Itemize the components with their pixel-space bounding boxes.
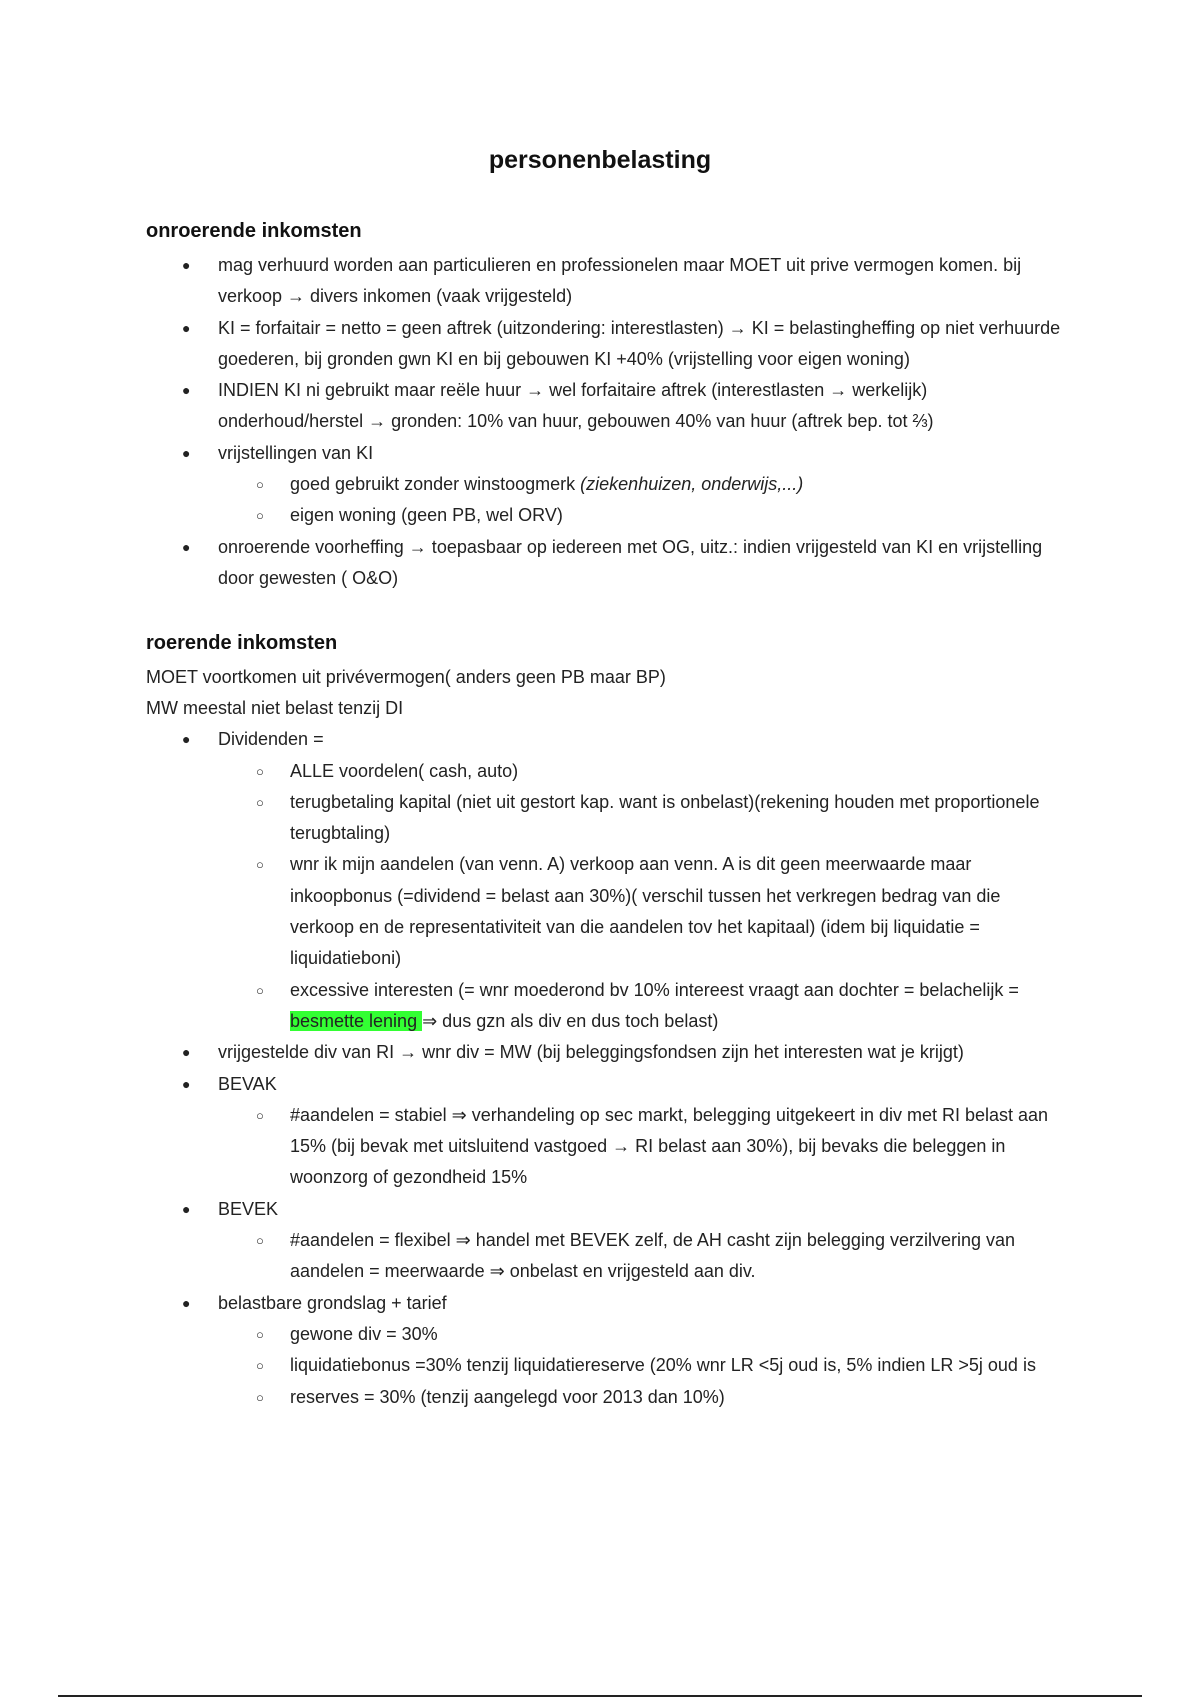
list-item: ● vrijgestelde div van RI → wnr div = MW (bij beleggingsfondsen zijn het interesten wat je krijgt) [146, 1037, 1066, 1068]
bullet-list [146, 724, 1066, 1413]
sub-list [218, 1100, 1066, 1194]
section-heading: onroerende inkomsten [146, 220, 362, 242]
sub-list-item: ○ gewone div = 30% [218, 1319, 1066, 1350]
sub-list [218, 1225, 1066, 1288]
list-item [146, 438, 1066, 532]
list-item-text: BEVAK [218, 1073, 277, 1094]
sub-list-item: ○ eigen woning (geen PB, wel ORV) [218, 500, 1066, 531]
sub-list-item [218, 975, 1066, 1038]
highlighted-text: besmette lening [290, 1010, 423, 1031]
sub-list [218, 1319, 1066, 1413]
list-item: ● INDIEN KI ni gebruikt maar reële huur → wel forfaitaire aftrek (interestlasten → werkelijk) onderhoud/herstel → gronden: 10% van huur, gebouwen 40% van huur (aftrek bep. tot ⅔) [146, 375, 1066, 438]
sub-list-item: ○ #aandelen = flexibel ⇒ handel met BEVEK zelf, de AH casht zijn belegging verzilvering van aandelen = meerwaarde ⇒ onbelast en vrijgesteld aan div. [218, 1225, 1066, 1288]
sub-item-text: excessive interesten (= wnr moederond bv 10% intereest vraagt aan dochter = belachelijk = [290, 979, 1019, 1000]
sub-list-item: ○ reserves = 30% (tenzij aangelegd voor 2013 dan 10%) [218, 1382, 1066, 1413]
list-item-text: BEVEK [218, 1198, 279, 1219]
sub-list-item: ○ #aandelen = stabiel ⇒ verhandeling op sec markt, belegging uitgekeert in div met RI belast aan 15% (bij bevak met uitsluitend vastgoed → RI belast aan 30%), bij bevaks die beleggen in woonzorg of gezondheid 15% [218, 1100, 1066, 1194]
section-roerende-inkomsten [146, 628, 1066, 1413]
sub-list-item: ○ terugbetaling kapital (niet uit gestort kap. want is onbelast)(rekening houden met proportionele terugbtaling) [218, 787, 1066, 850]
list-item-text: vrijstellingen van KI [218, 442, 374, 463]
list-item: ● KI = forfaitair = netto = geen aftrek (uitzondering: interestlasten) → KI = belastingheffing op niet verhuurde goederen, bij gronden gwn KI en bij gebouwen KI +40% (vrijstelling voor eigen woning) [146, 313, 1066, 376]
sub-item-italic: (ziekenhuizen, onderwijs,...) [580, 474, 804, 495]
list-item [146, 1069, 1066, 1194]
sub-list-item [218, 469, 1066, 500]
list-item [146, 1194, 1066, 1288]
section-heading: roerende inkomsten [146, 632, 338, 655]
document-body [146, 216, 1066, 1413]
page-bottom-rule [58, 1695, 1142, 1697]
section-onroerende-inkomsten [146, 216, 1066, 594]
sub-item-text: ⇒ dus gzn als div en dus toch belast) [422, 1010, 719, 1031]
sub-list-item: ○ wnr ik mijn aandelen (van venn. A) verkoop aan venn. A is dit geen meerwaarde maar inkoopbonus (=dividend = belast aan 30%)( verschil tussen het verkregen bedrag van die verkoop en de representativiteit van die aandelen tov het kapitaal) (idem bij liquidatie = liquidatieboni) [218, 849, 1066, 974]
list-item: ● onroerende voorheffing → toepasbaar op iedereen met OG, uitz.: indien vrijgesteld van KI en vrijstelling door gewesten ( O&O) [146, 532, 1066, 595]
bullet-list [146, 250, 1066, 594]
list-item: ● mag verhuurd worden aan particulieren en professionelen maar MOET uit prive vermogen komen. bij verkoop → divers inkomen (vaak vrijgesteld) [146, 250, 1066, 313]
paragraph: MW meestal niet belast tenzij DI [146, 698, 404, 719]
page-title: personenbelasting [488, 146, 712, 174]
sub-list-item: ○ liquidatiebonus =30% tenzij liquidatiereserve (20% wnr LR <5j oud is, 5% indien LR >5j oud is [218, 1350, 1066, 1381]
list-item-text: Dividenden = [218, 729, 324, 750]
sub-item-text: goed gebruikt zonder winstoogmerk [290, 474, 581, 495]
list-item [146, 1288, 1066, 1413]
list-item [146, 724, 1066, 1037]
paragraph: MOET voortkomen uit privévermogen( anders geen PB maar BP) [146, 667, 666, 688]
list-item-text: belastbare grondslag + tarief [218, 1292, 447, 1313]
sub-list-item: ○ ALLE voordelen( cash, auto) [218, 756, 1066, 787]
sub-list [218, 469, 1066, 532]
sub-list [218, 756, 1066, 1038]
